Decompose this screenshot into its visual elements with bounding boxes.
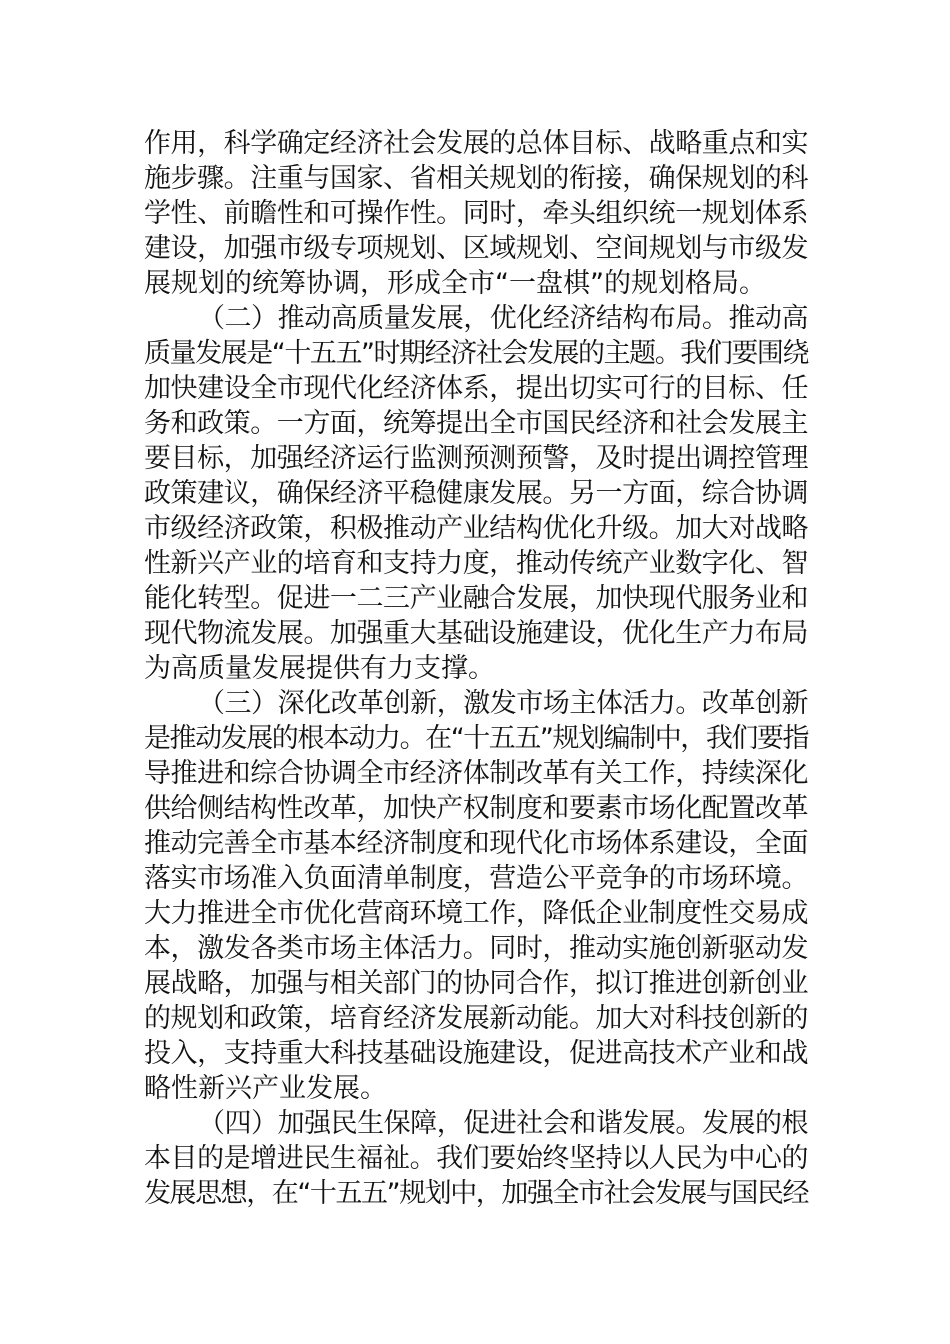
text-line: 政策建议，确保经济平稳健康发展。另一方面，综合协调 — [144, 478, 808, 509]
text-line: 质量发展是“十五五”时期经济社会发展的主题。我们要围绕 — [144, 338, 808, 369]
text-line: 要目标，加强经济运行监测预测预警，及时提出调控管理 — [144, 443, 808, 474]
text-line: 的规划和政策，培育经济发展新动能。加大对科技创新的 — [144, 1003, 808, 1034]
text-line: 施步骤。注重与国家、省相关规划的衔接，确保规划的科 — [144, 163, 808, 194]
text-line: 落实市场准入负面清单制度，营造公平竞争的市场环境。 — [144, 863, 808, 894]
text-line: 加快建设全市现代化经济体系，提出切实可行的目标、任 — [144, 373, 808, 404]
paragraph — [144, 1106, 808, 1211]
text-line: 建设，加强市级专项规划、区域规划、空间规划与市级发 — [144, 233, 808, 264]
text-line: 务和政策。一方面，统筹提出全市国民经济和社会发展主 — [144, 408, 808, 439]
text-line: 是推动发展的根本动力。在“十五五”规划编制中，我们要指 — [144, 723, 808, 754]
text-line: 能化转型。促进一二三产业融合发展，加快现代服务业和 — [144, 583, 808, 614]
text-line: 展规划的统筹协调，形成全市“一盘棋”的规划格局。 — [144, 268, 766, 299]
text-line: 略性新兴产业发展。 — [144, 1073, 387, 1104]
paragraph — [144, 686, 808, 1106]
paragraph — [144, 126, 808, 301]
text-line: 现代物流发展。加强重大基础设施建设，优化生产力布局 — [144, 618, 808, 649]
text-line: 导推进和综合协调全市经济体制改革有关工作，持续深化 — [144, 758, 808, 789]
text-line: 作用，科学确定经济社会发展的总体目标、战略重点和实 — [144, 128, 808, 159]
text-line: 性新兴产业的培育和支持力度，推动传统产业数字化、智 — [144, 548, 808, 579]
text-line: 推动完善全市基本经济制度和现代化市场体系建设，全面 — [144, 828, 808, 859]
text-line: 大力推进全市优化营商环境工作，降低企业制度性交易成 — [144, 898, 808, 929]
text-line: 发展思想，在“十五五”规划中，加强全市社会发展与国民经 — [144, 1178, 808, 1209]
text-line: （四）加强民生保障，促进社会和谐发展。发展的根 — [198, 1108, 808, 1139]
text-line: 本目的是增进民生福祉。我们要始终坚持以人民为中心的 — [144, 1143, 808, 1174]
text-line: 学性、前瞻性和可操作性。同时，牵头组织统一规划体系 — [144, 198, 808, 229]
text-line: 投入，支持重大科技基础设施建设，促进高技术产业和战 — [144, 1038, 808, 1069]
text-line: 供给侧结构性改革，加快产权制度和要素市场化配置改革 — [144, 793, 808, 824]
text-line: 展战略，加强与相关部门的协同合作，拟订推进创新创业 — [144, 968, 808, 999]
paragraph — [144, 301, 808, 686]
text-line: 为高质量发展提供有力支撑。 — [144, 653, 495, 684]
text-line: 市级经济政策，积极推动产业结构优化升级。加大对战略 — [144, 513, 808, 544]
text-line: 本，激发各类市场主体活力。同时，推动实施创新驱动发 — [144, 933, 808, 964]
text-line: （三）深化改革创新，激发市场主体活力。改革创新 — [198, 688, 808, 719]
body-text — [144, 126, 808, 1211]
text-line: （二）推动高质量发展，优化经济结构布局。推动高 — [198, 303, 808, 334]
